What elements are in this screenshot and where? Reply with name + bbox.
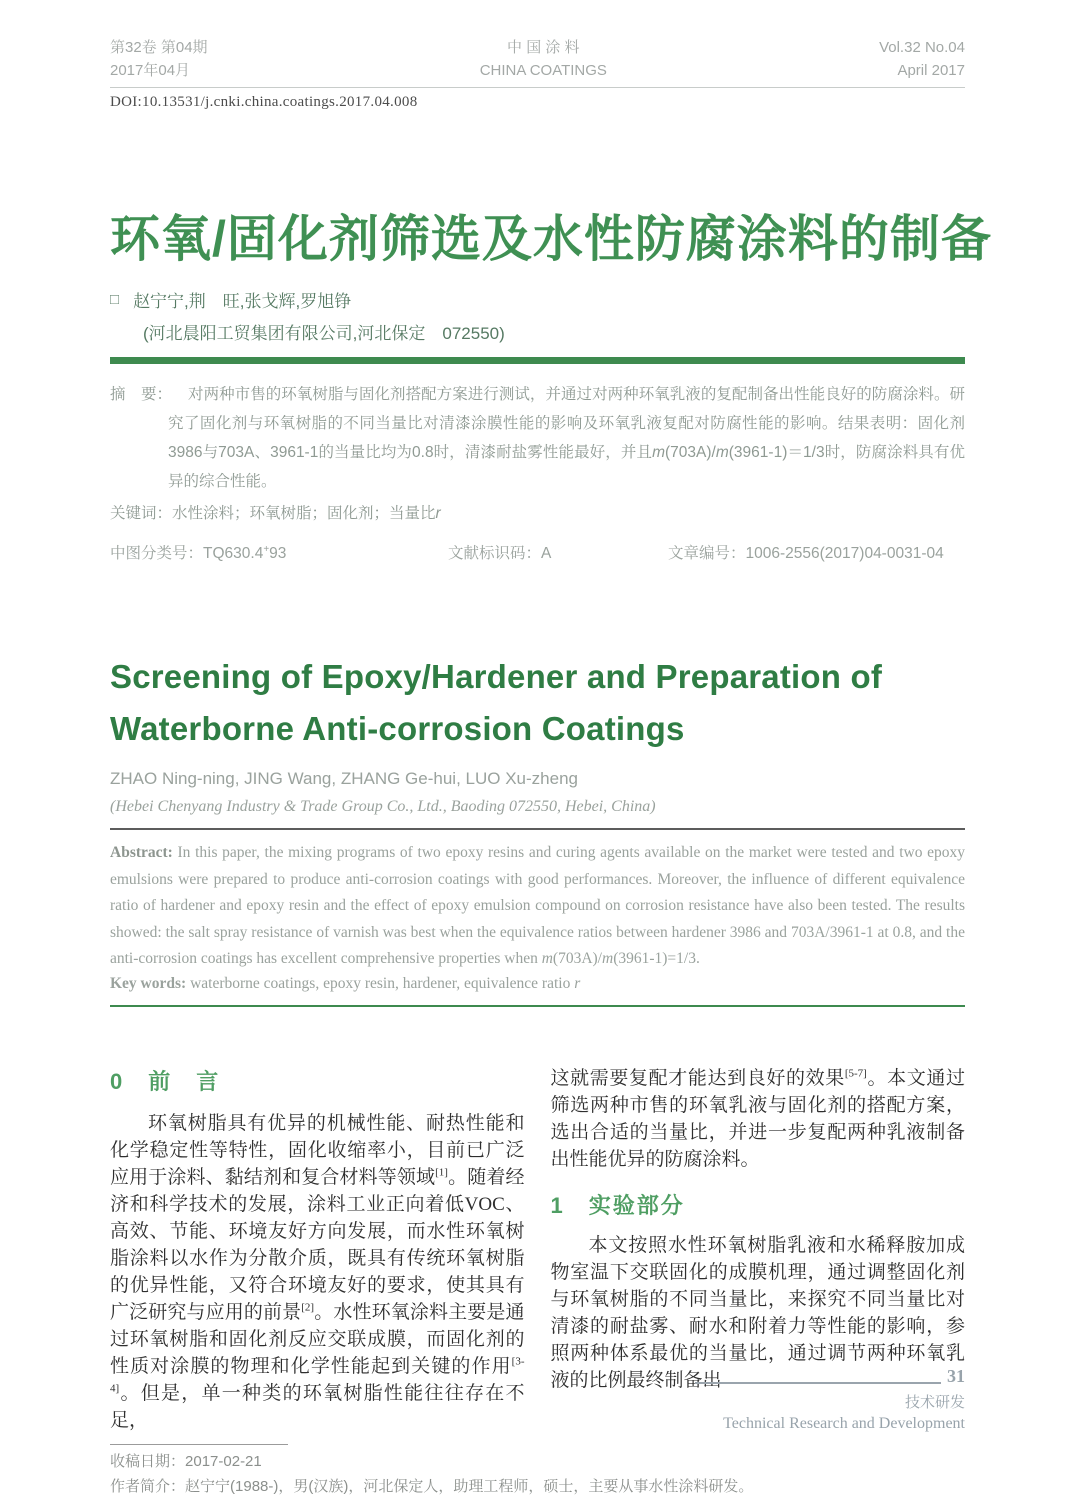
date-en: April 2017 xyxy=(897,62,965,79)
header-left xyxy=(110,36,208,82)
section-0-heading xyxy=(110,1065,525,1096)
section-0-number: 0 xyxy=(110,1068,123,1094)
keywords-cn-var-r: r xyxy=(435,505,441,522)
volume-issue-cn: 第32卷 第04期 xyxy=(110,39,208,56)
header-center xyxy=(480,36,607,82)
footnote-block xyxy=(110,1444,754,1499)
abstract-cn-text-3: (3961-1)＝1/3时，防腐涂料具有优异的综合性能。 xyxy=(168,444,965,490)
article-title-cn: 环氧/固化剂筛选及水性防腐涂料的制备 xyxy=(110,211,992,267)
abstract-en xyxy=(110,840,965,973)
keywords-en-var-r: r xyxy=(574,974,581,992)
column-name-cn: 技术研发 xyxy=(904,1394,965,1411)
journal-header xyxy=(110,36,965,88)
authors-en: ZHAO Ning-ning, JING Wang, ZHANG Ge-hui, LUO Xu-zheng xyxy=(110,769,578,788)
doi-line: DOI:10.13531/j.cnki.china.coatings.2017.04.008 xyxy=(110,94,418,110)
journal-name-cn: 中 国 涂 料 xyxy=(507,39,580,56)
abstract-cn-text-2: (703A)/ xyxy=(665,444,716,461)
keywords-cn-text: 水性涂料；环氧树脂；固化剂；当量比 xyxy=(172,505,436,522)
abstract-en-var-m1: m xyxy=(541,950,553,967)
page-number-row xyxy=(695,1366,965,1387)
classification-row xyxy=(110,541,965,563)
abstract-cn xyxy=(110,380,965,496)
article-title-en-line2: Waterborne Anti-corrosion Coatings xyxy=(110,710,685,747)
section-1-title: 实验部分 xyxy=(588,1192,685,1218)
header-right xyxy=(879,36,965,82)
keywords-en xyxy=(110,975,965,993)
intro-paragraph: 环氧树脂具有优异的机械性能、耐热性能和化学稳定性等特性，固化收缩率小，目前已广泛应用于涂料、黏结剂和复合材料等领域[1]。随着经济和科学技术的发展，涂料工业正向着低VOC、高效、节能、环境友好方向发展，而水性环氧树脂涂料以水作为分散介质，既具有传统环氧树脂的优异性能，又符合环境友好的要求，使其具有广泛研究与应用的前景[2]。水性环氧涂料主要是通过环氧树脂和固化剂反应交联成膜，而固化剂的性质对涂膜的物理和化学性能起到关键的作用[3-4]。但是，单一种类的环氧树脂性能往往存在不足， xyxy=(110,1112,525,1431)
authors-cn-row xyxy=(110,287,965,312)
citation-5-7: [5-7] xyxy=(844,1067,867,1080)
abstract-top-rule xyxy=(110,828,965,830)
intro-paragraph-continued: 这就需要复配才能达到良好的效果[5-7]。本文通过筛选两种市售的环氧乳液与固化剂的搭配方案，选出合适的当量比，并进一步复配两种乳液制备出性能优异的防腐涂料。 xyxy=(550,1067,965,1170)
article-title-en xyxy=(110,651,965,755)
page-footer xyxy=(695,1366,965,1433)
article-id: 文章编号：1006-2556(2017)04-0031-04 xyxy=(668,545,944,562)
date-cn: 2017年04月 xyxy=(110,62,191,79)
article-title-en-line1: Screening of Epoxy/Hardener and Preparation of xyxy=(110,658,883,695)
page-number: 31 xyxy=(947,1366,965,1386)
abstract-cn-label: 摘 要： xyxy=(110,386,173,403)
section-0-title: 前 言 xyxy=(148,1068,221,1094)
abstract-cn-var-m2: m xyxy=(715,444,729,461)
citation-3-4: [3-4] xyxy=(110,1355,525,1395)
keywords-cn xyxy=(110,501,965,523)
volume-issue-en: Vol.32 No.04 xyxy=(879,39,965,56)
clc-number: 中图分类号：TQ630.4+93 xyxy=(110,543,287,562)
author-bio-line: 作者简介：赵宁宁(1988-)，男(汉族)，河北保定人，助理工程师，硕士，主要从事水性涂料研发。 xyxy=(110,1477,754,1495)
journal-name-en: CHINA COATINGS xyxy=(479,62,607,79)
left-column xyxy=(110,1065,525,1434)
page-number-rule xyxy=(695,1382,941,1384)
author-marker-icon: □ xyxy=(110,291,120,308)
abstract-cn-text-1: 对两种市售的环氧树脂与固化剂搭配方案进行测试，并通过对两种环氧乳液的复配制备出性能良好的防腐涂料。研究了固化剂与环氧树脂的不同当量比对清漆涂膜性能的影响及环氧乳液复配对防腐性能的影响。结果表明：固化剂3986与703A、3961-1的当量比均为0.8时，清漆耐盐雾性能最好，并且 xyxy=(168,386,965,461)
citation-1: [1] xyxy=(435,1166,448,1179)
section-1-heading xyxy=(551,1189,966,1220)
abstract-bottom-rule xyxy=(110,1005,965,1007)
citation-2: [2] xyxy=(301,1301,315,1314)
received-date-line: 收稿日期：2017-02-21 xyxy=(110,1452,262,1470)
green-divider-bar xyxy=(110,357,965,364)
keywords-en-text: waterborne coatings, epoxy resin, hardener, equivalence ratio xyxy=(186,974,575,992)
abstract-en-text-3: (3961-1)=1/3. xyxy=(613,950,700,967)
footnote-rule xyxy=(110,1444,288,1445)
experiment-paragraph: 本文按照水性环氧树脂乳液和水稀释胺加成物室温下交联固化的成膜机理，通过调整固化剂与环氧树脂的不同当量比，来探究不同当量比对清漆的耐盐雾、耐水和附着力等性能的影响，参照两种体系最优的当量比，通过调节两种环氧乳液的比例最终制备出 xyxy=(550,1234,965,1391)
authors-cn: 赵宁宁,荆 旺,张戈辉,罗旭铮 xyxy=(133,292,352,311)
keywords-en-label: Key words: xyxy=(110,974,187,992)
document-code: 文献标识码：A xyxy=(448,545,552,562)
abstract-cn-var-m1: m xyxy=(652,444,665,461)
abstract-en-text-1: In this paper, the mixing programs of two epoxy resins and curing agents available on the market were tested and two epoxy emulsions were prepared to produce anti-corrosion coatings with good performances. Moreover, the influence of different equivalence ratio of hardener and epoxy resin and the effect of epoxy emulsion compound on corrosion resistance have also been tested. The results showed: the salt spray resistance of varnish was best when the equivalence ratios between hardener 3986 and 703A/3961-1 at 0.8, and the anti-corrosion coatings has excellent comprehensive properties when xyxy=(110,844,965,967)
affiliation-cn: (河北晨阳工贸集团有限公司,河北保定 072550) xyxy=(143,324,505,343)
abstract-en-label: Abstract: xyxy=(110,844,173,861)
column-name-en: Technical Research and Development xyxy=(723,1415,965,1432)
abstract-en-var-m2: m xyxy=(601,950,614,967)
section-1-number: 1 xyxy=(550,1192,563,1218)
abstract-en-text-2: (703A)/ xyxy=(552,950,602,967)
affiliation-en: (Hebei Chenyang Industry & Trade Group Co., Ltd., Baoding 072550, Hebei, China) xyxy=(110,798,656,815)
keywords-cn-label: 关键词： xyxy=(110,505,173,522)
